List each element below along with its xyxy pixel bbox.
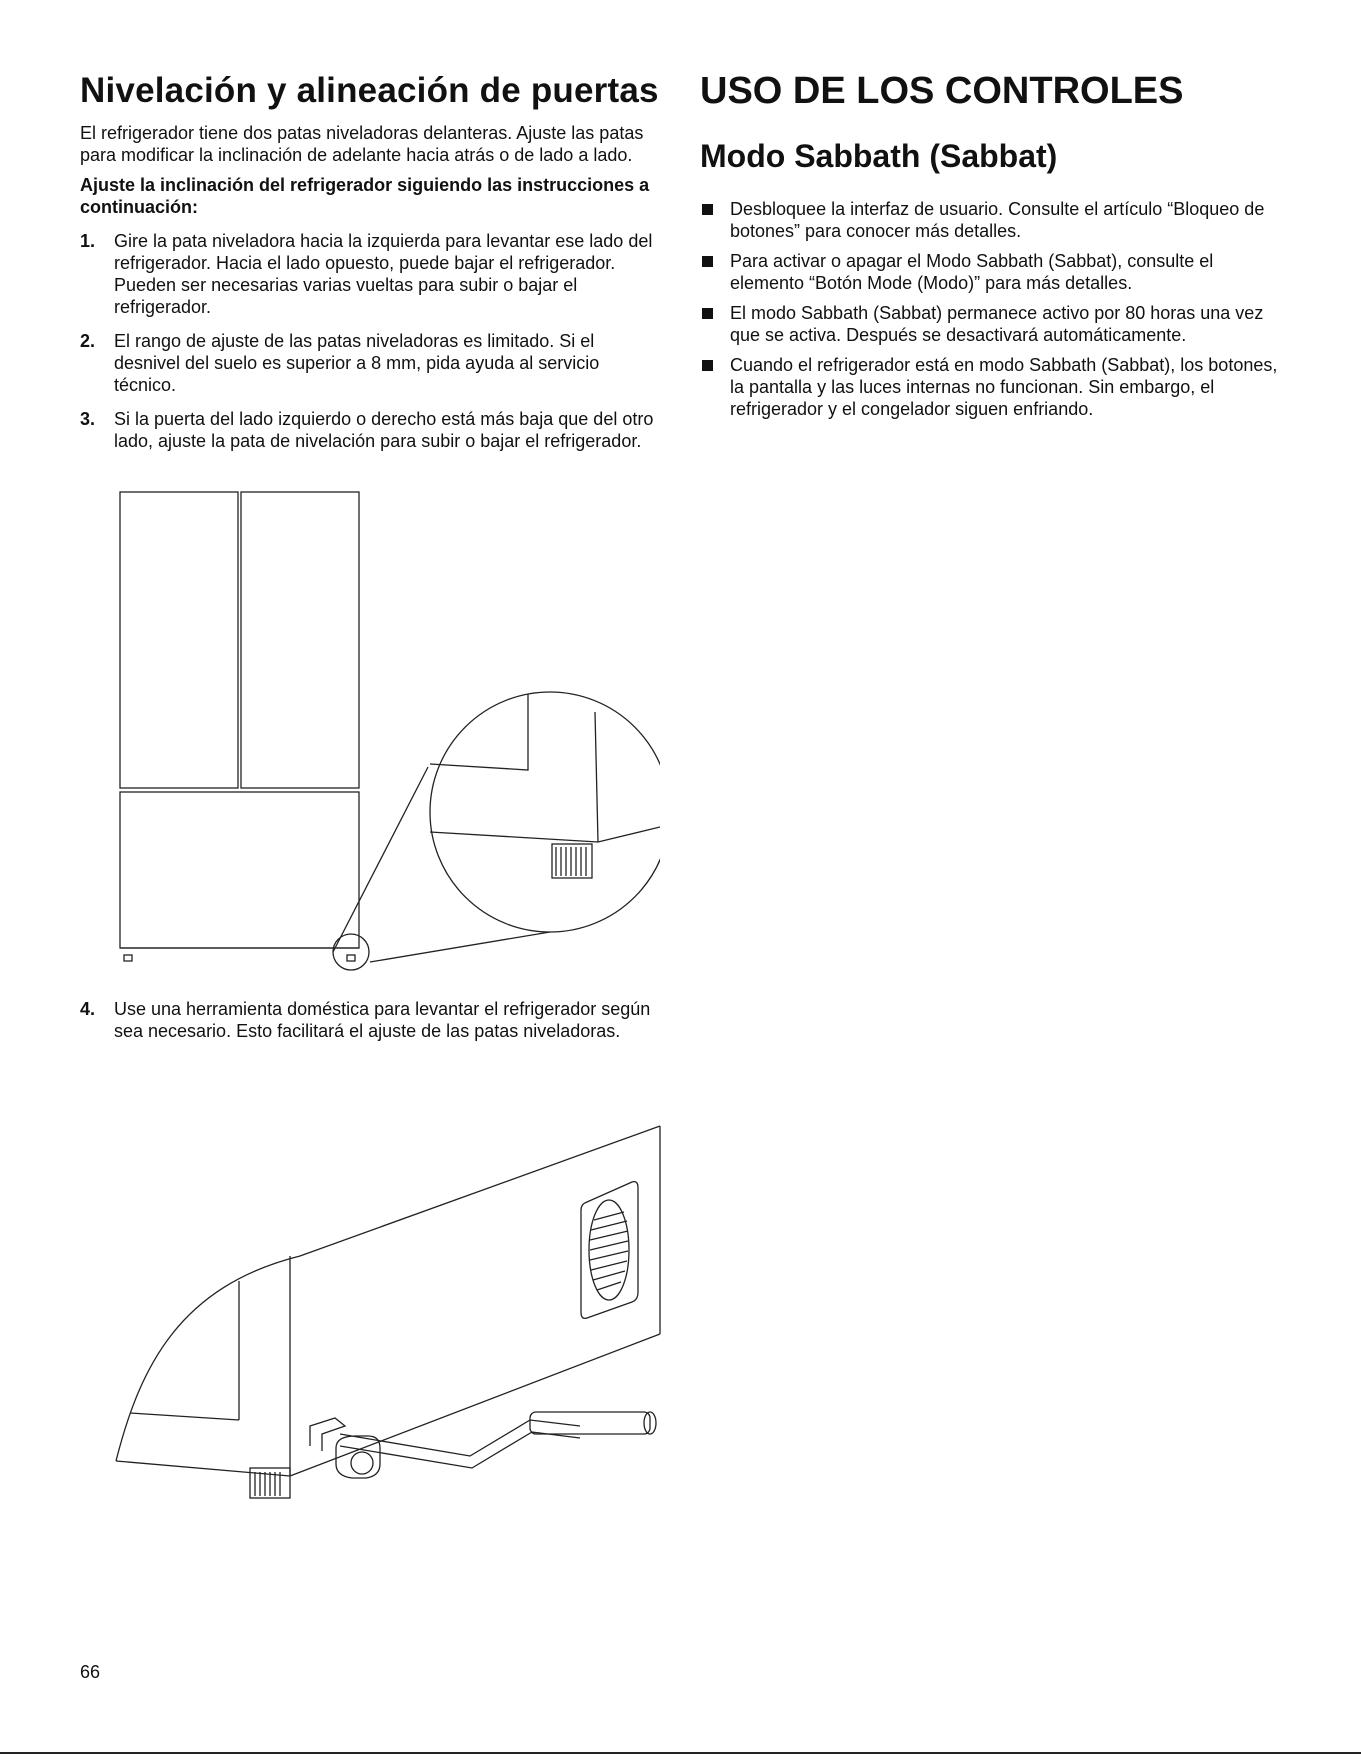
- step-item: [80, 998, 660, 1042]
- magnify-circle: [430, 692, 660, 932]
- footer-rule: [0, 1752, 1361, 1754]
- step-text: Use una herramienta doméstica para levantar el refrigerador según sea necesario. Esto facilitará el ajuste de las patas niveladoras.: [114, 999, 651, 1041]
- step-text: El rango de ajuste de las patas niveladoras es limitado. Si el desnivel del suelo es superior a 8 mm, pida ayuda al servicio técnico.: [114, 331, 600, 395]
- subsection-title-sabbath: Modo Sabbath (Sabbat): [700, 137, 1058, 174]
- square-bullet-icon: [702, 360, 713, 371]
- lift-bracket: [310, 1418, 345, 1451]
- step-number: 3.: [80, 409, 96, 429]
- lift-wheel: [336, 1436, 380, 1478]
- instruction-lead: Ajuste la inclinación del refrigerador siguiendo las instrucciones a continuación:: [80, 175, 650, 217]
- step-4: [80, 998, 660, 1054]
- square-bullet-icon: [702, 204, 713, 215]
- right-door: [241, 492, 359, 788]
- step-number: 4.: [80, 999, 96, 1019]
- bullet-item: [700, 250, 1290, 294]
- bullet-text: Para activar o apagar el Modo Sabbath (Sabbat), consulte el elemento “Botón Mode (Modo)” para más detalles.: [730, 251, 1214, 294]
- cabinet-top-edge: [116, 1126, 660, 1461]
- left-column: [80, 70, 660, 464]
- vent-grille-icon: [581, 1182, 638, 1319]
- section-title-controls: USO DE LOS CONTROLES: [700, 70, 1184, 112]
- sabbath-bullet-list: [700, 198, 1290, 420]
- section-title-leveling: Nivelación y alineación de puertas: [80, 71, 659, 110]
- left-foot: [124, 955, 132, 961]
- lever-handle: [530, 1412, 650, 1434]
- bullet-text: Cuando el refrigerador está en modo Sabbath (Sabbat), los botones, la pantalla y las luces internas no funcionan. Sin embargo, el refrigerador y el congelador siguen enfriando.: [730, 355, 1278, 420]
- steps-list-continued: [80, 998, 660, 1042]
- bullet-text: Desbloquee la interfaz de usuario. Consulte el artículo “Bloqueo de botones” para conocer más detalles.: [730, 199, 1265, 242]
- step-number: 2.: [80, 331, 96, 351]
- bullet-item: [700, 354, 1290, 420]
- step-text: Gire la pata niveladora hacia la izquierda para levantar ese lado del refrigerador. Hacia el lado opuesto, puede bajar el refrigerador. Pueden ser necesarias varias vueltas para subir o bajar el refrigerador.: [114, 231, 653, 317]
- page-number: 66: [80, 1662, 101, 1682]
- step-number: 1.: [80, 231, 96, 251]
- refrigerator-leveling-illustration: [100, 482, 660, 982]
- step-item: [80, 408, 660, 452]
- steps-list: [80, 230, 660, 452]
- step-item: [80, 330, 660, 396]
- freezer-drawer: [120, 792, 359, 948]
- right-foot: [347, 955, 355, 961]
- step-item: [80, 230, 660, 318]
- square-bullet-icon: [702, 256, 713, 267]
- bullet-item: [700, 198, 1290, 242]
- bullet-text: El modo Sabbath (Sabbat) permanece activo por 80 horas una vez que se activa. Después se desactivará automáticamente.: [730, 303, 1264, 346]
- bullet-item: [700, 302, 1290, 346]
- left-door: [120, 492, 238, 788]
- highlight-circle: [333, 934, 369, 970]
- right-column: [700, 70, 1290, 428]
- step-text: Si la puerta del lado izquierdo o derecho está más baja que del otro lado, ajuste la pata de nivelación para subir o bajar el refrigerador.: [114, 409, 654, 451]
- lifting-tool-illustration: [100, 1116, 670, 1516]
- intro-paragraph: El refrigerador tiene dos patas niveladoras delanteras. Ajuste las patas para modificar la inclinación de adelante hacia atrás o de lado a lado.: [80, 123, 644, 165]
- square-bullet-icon: [702, 308, 713, 319]
